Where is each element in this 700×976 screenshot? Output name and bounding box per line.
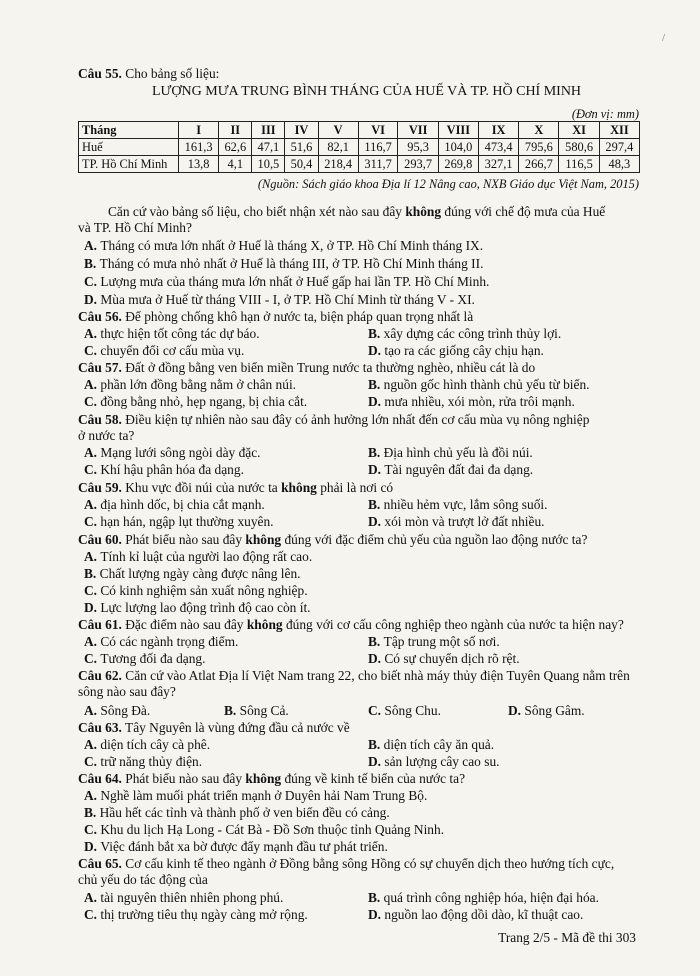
answer-option-d[interactable]: D. Có sự chuyển dịch rõ rệt. [368, 651, 520, 666]
answer-option-a[interactable]: A. tài nguyên thiên nhiên phong phú. [84, 890, 284, 905]
table-cell: 10,5 [252, 156, 285, 173]
table-header-cell: IX [478, 122, 518, 139]
page-footer: Trang 2/5 - Mã đề thi 303 [498, 930, 636, 945]
answer-option-c[interactable]: C. thị trường tiêu thụ ngày càng mở rộng. [84, 907, 308, 922]
table-cell: 311,7 [358, 156, 398, 173]
answer-option-c[interactable]: C. trữ năng thủy điện. [84, 754, 203, 769]
question-61-stem: Câu 61. Đặc điểm nào sau đây không đúng với cơ cấu công nghiệp theo ngành của nước ta hiện nay? [78, 617, 624, 632]
stem-text: đúng với chế độ mưa của Huế [441, 204, 606, 219]
answer-option-a[interactable]: A. Sông Đà. [84, 703, 151, 718]
question-55-stem-cont: và TP. Hồ Chí Minh? [78, 220, 192, 235]
table-cell: 82,1 [318, 139, 358, 156]
table-unit: (Đơn vị: mm) [571, 107, 639, 121]
table-header-cell: VII [398, 122, 438, 139]
table-cell: 161,3 [179, 139, 219, 156]
table-cell: 266,7 [519, 156, 559, 173]
table-cell: 48,3 [599, 156, 639, 173]
table-header-row [79, 122, 640, 139]
question-57-stem: Câu 57. Đất ở đồng bằng ven biển miền Trung nước ta thường nghèo, nhiều cát là do [78, 360, 536, 375]
answer-option-a[interactable]: A. thực hiện tốt công tác dự báo. [84, 326, 260, 341]
table-header-cell: II [219, 122, 252, 139]
question-59-stem: Câu 59. Khu vực đồi núi của nước ta không phải là nơi có [78, 480, 394, 495]
question-65-stem-cont: chủ yếu do tác động của [78, 872, 208, 887]
answer-option-b[interactable]: B. diện tích cây ăn quả. [368, 737, 495, 752]
answer-option-c[interactable]: C. đồng bằng nhỏ, hẹp ngang, bị chia cắt. [84, 394, 308, 409]
answer-option-d[interactable]: D. mưa nhiều, xói mòn, rửa trôi mạnh. [368, 394, 575, 409]
answer-option-c[interactable]: C. hạn hán, ngập lụt thường xuyên. [84, 514, 274, 529]
table-header-cell: V [318, 122, 358, 139]
table-cell: 4,1 [219, 156, 252, 173]
table-cell: 116,7 [358, 139, 398, 156]
answer-option-b[interactable]: B. nguồn gốc hình thành chủ yếu từ biển. [368, 377, 590, 392]
answer-option-b[interactable]: B. Hầu hết các tỉnh và thành phố ở ven biển đều có cảng. [84, 805, 390, 820]
answer-option-d[interactable]: D. sản lượng cây cao su. [368, 754, 500, 769]
answer-option-d[interactable]: D. Lực lượng lao động trình độ cao còn ít. [84, 600, 311, 615]
table-cell: 13,8 [179, 156, 219, 173]
table-cell: 795,6 [519, 139, 559, 156]
table-header-cell: I [179, 122, 219, 139]
answer-option-c[interactable]: C. Sông Chu. [368, 703, 441, 718]
table-header-cell: VI [358, 122, 398, 139]
answer-option-b[interactable]: B. nhiều hẻm vực, lắm sông suối. [368, 497, 548, 512]
question-62-stem: Câu 62. Căn cứ vào Atlat Địa lí Việt Nam trang 22, cho biết nhà máy thủy điện Tuyên Quang nằm trên [78, 668, 630, 683]
rainfall-table [78, 121, 640, 173]
table-cell: 95,3 [398, 139, 438, 156]
table-cell: TP. Hồ Chí Minh [79, 156, 179, 173]
table-row [79, 156, 640, 173]
table-cell: 51,6 [285, 139, 318, 156]
answer-option-d[interactable]: D. tạo ra các giống cây chịu hạn. [368, 343, 544, 358]
answer-option-c[interactable]: C. Khí hậu phân hóa đa dạng. [84, 462, 244, 477]
table-cell: 104,0 [438, 139, 478, 156]
answer-option-b[interactable]: B. Chất lượng ngày càng được nâng lên. [84, 566, 301, 581]
answer-option-c[interactable]: C. chuyển đổi cơ cấu mùa vụ. [84, 343, 245, 358]
corner-mark: / [662, 32, 666, 44]
answer-option-a[interactable]: A. Có các ngành trọng điểm. [84, 634, 239, 649]
answer-option-b[interactable]: B. Tập trung một số nơi. [368, 634, 500, 649]
table-cell: 327,1 [478, 156, 518, 173]
question-64-stem: Câu 64. Phát biểu nào sau đây không đúng về kinh tế biển của nước ta? [78, 771, 466, 786]
answer-option-a[interactable]: A. địa hình dốc, bị chia cắt mạnh. [84, 497, 265, 512]
question-63-stem: Câu 63. Tây Nguyên là vùng đứng đầu cả nước về [78, 720, 350, 735]
table-cell: 47,1 [252, 139, 285, 156]
table-cell: 293,7 [398, 156, 438, 173]
table-cell: 297,4 [599, 139, 639, 156]
answer-option-a[interactable]: A. Tính kỉ luật của người lao động rất cao. [84, 549, 313, 564]
table-cell: 62,6 [219, 139, 252, 156]
answer-option-a[interactable]: A. phần lớn đồng bằng nằm ở chân núi. [84, 377, 297, 392]
question-55-stem [108, 204, 605, 220]
question-56-stem: Câu 56. Để phòng chống khô hạn ở nước ta, biện pháp quan trọng nhất là [78, 309, 474, 324]
question-60-stem: Câu 60. Phát biểu nào sau đây không đúng với đặc điểm chủ yếu của nguồn lao động nước ta? [78, 532, 588, 547]
table-cell: 116,5 [559, 156, 599, 173]
table-cell: 269,8 [438, 156, 478, 173]
answer-option-d[interactable]: D. Sông Gâm. [508, 703, 585, 718]
answer-option-d[interactable]: D. xói mòn và trượt lở đất nhiều. [368, 514, 545, 529]
table-row [79, 139, 640, 156]
answer-option-b[interactable]: B. Địa hình chủ yếu là đồi núi. [368, 445, 533, 460]
table-title: LƯỢNG MƯA TRUNG BÌNH THÁNG CỦA HUẾ VÀ TP. HỒ CHÍ MINH [152, 84, 582, 99]
question-62-stem-cont: sông nào sau đây? [78, 684, 176, 699]
answer-option-b[interactable]: B. Sông Cả. [224, 703, 289, 718]
table-cell: 473,4 [478, 139, 518, 156]
question-prompt: Cho bảng số liệu: [125, 66, 220, 81]
answer-option-a[interactable]: A. diện tích cây cà phê. [84, 737, 211, 752]
answer-option-d[interactable]: D. Việc đánh bắt xa bờ được đẩy mạnh đầu tư phát triển. [84, 839, 388, 854]
answer-option-b[interactable]: B. quá trình công nghiệp hóa, hiện đại hóa. [368, 890, 599, 905]
answer-option-c[interactable]: C. Khu du lịch Hạ Long - Cát Bà - Đồ Sơn thuộc tỉnh Quảng Ninh. [84, 822, 445, 837]
answer-option-d[interactable]: D. Mùa mưa ở Huế từ tháng VIII - I, ở TP. Hồ Chí Minh từ tháng V - XI. [84, 292, 475, 307]
table-header-cell: III [252, 122, 285, 139]
table-source: (Nguồn: Sách giáo khoa Địa lí 12 Nâng cao, NXB Giáo dục Việt Nam, 2015) [257, 177, 639, 191]
table-header-cell: XI [559, 122, 599, 139]
stem-text: Căn cứ vào bảng số liệu, cho biết nhận xét nào sau đây [108, 204, 406, 219]
answer-option-b[interactable]: B. xây dựng các công trình thủy lợi. [368, 326, 562, 341]
answer-option-c[interactable]: C. Lượng mưa của tháng mưa lớn nhất ở Huế gấp hai lần TP. Hồ Chí Minh. [84, 274, 490, 289]
table-header-cell: XII [599, 122, 639, 139]
question-65-stem: Câu 65. Cơ cấu kinh tế theo ngành ở Đồng bằng sông Hồng có sự chuyển dịch theo hướng tích cực, [78, 856, 615, 871]
table-header-cell: X [519, 122, 559, 139]
answer-option-c[interactable]: C. Có kinh nghiệm sản xuất nông nghiệp. [84, 583, 308, 598]
table-header-cell: Tháng [79, 122, 179, 139]
table-cell: Huế [79, 139, 179, 156]
answer-option-b[interactable]: B. Tháng có mưa nhỏ nhất ở Huế là tháng III, ở TP. Hồ Chí Minh tháng II. [84, 256, 484, 271]
question-58-stem-cont: ở nước ta? [78, 428, 135, 443]
table-cell: 580,6 [559, 139, 599, 156]
answer-option-a[interactable]: A. Tháng có mưa lớn nhất ở Huế là tháng X, ở TP. Hồ Chí Minh tháng IX. [84, 238, 484, 253]
answer-option-c[interactable]: C. Tương đối đa dạng. [84, 651, 206, 666]
question-label: Câu 55. [78, 66, 122, 81]
answer-option-a[interactable]: A. Mạng lưới sông ngòi dày đặc. [84, 445, 261, 460]
question-58-stem: Câu 58. Điều kiện tự nhiên nào sau đây có ảnh hưởng lớn nhất đến cơ cấu mùa vụ nông nghiệp [78, 412, 590, 427]
answer-option-a[interactable]: A. Nghề làm muối phát triển mạnh ở Duyên hải Nam Trung Bộ. [84, 788, 428, 803]
answer-option-d[interactable]: D. Tài nguyên đất đai đa dạng. [368, 462, 534, 477]
table-header-cell: IV [285, 122, 318, 139]
answer-option-d[interactable]: D. nguồn lao động dồi dào, kĩ thuật cao. [368, 907, 584, 922]
stem-negation: không [405, 204, 442, 219]
table-cell: 50,4 [285, 156, 318, 173]
table-cell: 218,4 [318, 156, 358, 173]
table-header-cell: VIII [438, 122, 478, 139]
question-55-heading [78, 66, 219, 82]
